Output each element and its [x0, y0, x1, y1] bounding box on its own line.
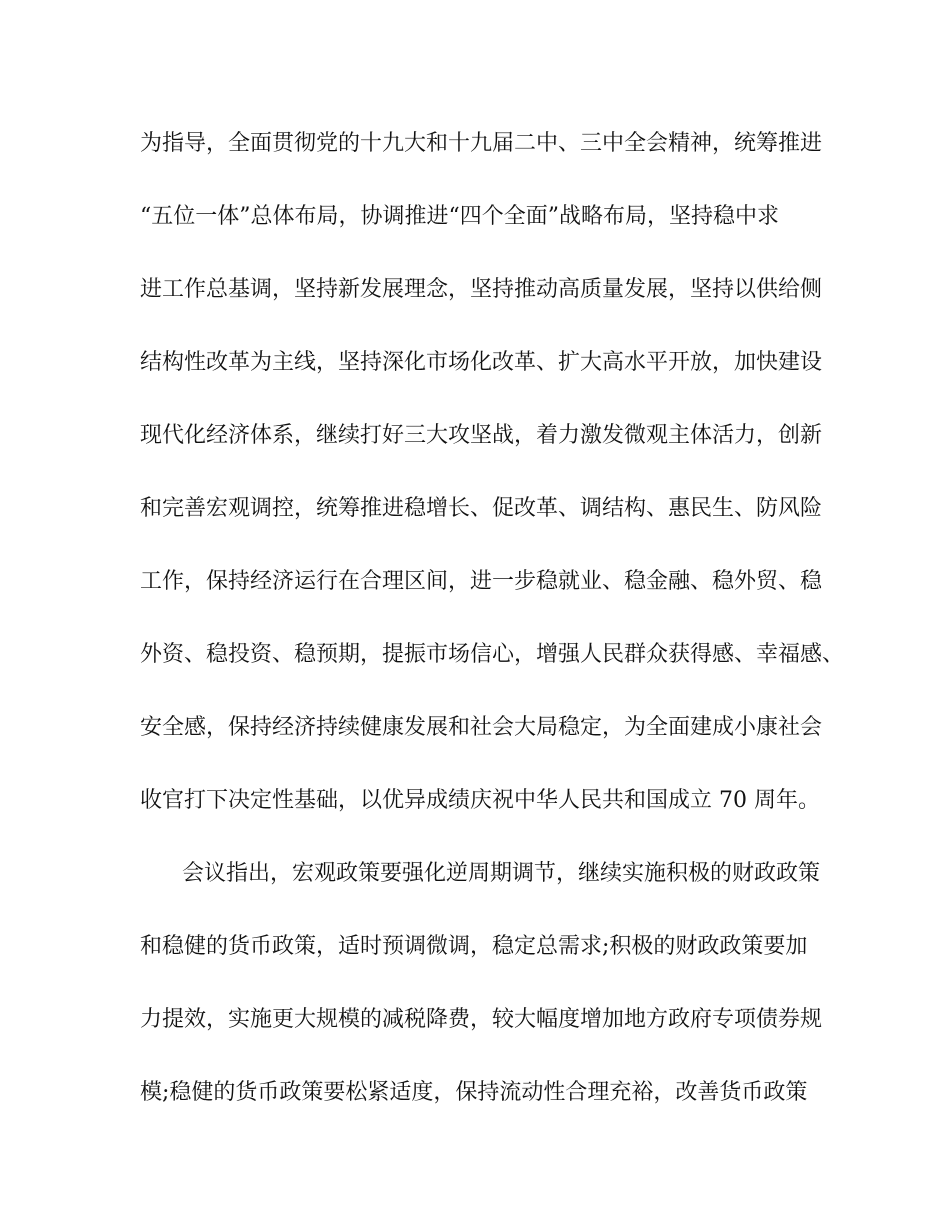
text-line: 安全感，保持经济持续健康发展和社会大局稳定，为全面建成小康社会 — [140, 715, 823, 740]
text-line: 力提效，实施更大规模的减税降费，较大幅度增加地方政府专项债券规 — [140, 1007, 823, 1032]
text-line: 进工作总基调，坚持新发展理念，坚持推动高质量发展，坚持以供给侧 — [140, 277, 823, 302]
text-line: 和稳健的货币政策，适时预调微调，稳定总需求;积极的财政政策要加 — [140, 934, 808, 959]
text-line: 收官打下决定性基础，以优异成绩庆祝中华人民共和国成立 70 周年。 — [140, 788, 820, 813]
text-line: 和完善宏观调控，统筹推进稳增长、促改革、调结构、惠民生、防风险 — [140, 496, 823, 521]
text-line: 现代化经济体系，继续打好三大攻坚战，着力激发微观主体活力，创新 — [140, 423, 823, 448]
text-line: “五位一体”总体布局，协调推进“四个全面”战略布局，坚持稳中求 — [140, 204, 779, 229]
text-line: 为指导，全面贯彻党的十九大和十九届二中、三中全会精神，统筹推进 — [140, 131, 823, 156]
text-line: 外资、稳投资、稳预期，提振市场信心，增强人民群众获得感、幸福感、 — [140, 642, 845, 667]
text-line: 工作，保持经济运行在合理区间，进一步稳就业、稳金融、稳外贸、稳 — [140, 569, 823, 594]
paragraph-first-line: 会议指出，宏观政策要强化逆周期调节，继续实施积极的财政政策 — [182, 861, 821, 886]
text-line: 模;稳健的货币政策要松紧适度，保持流动性合理充裕，改善货币政策 — [140, 1080, 808, 1105]
text-line: 结构性改革为主线，坚持深化市场化改革、扩大高水平开放，加快建设 — [140, 350, 823, 375]
